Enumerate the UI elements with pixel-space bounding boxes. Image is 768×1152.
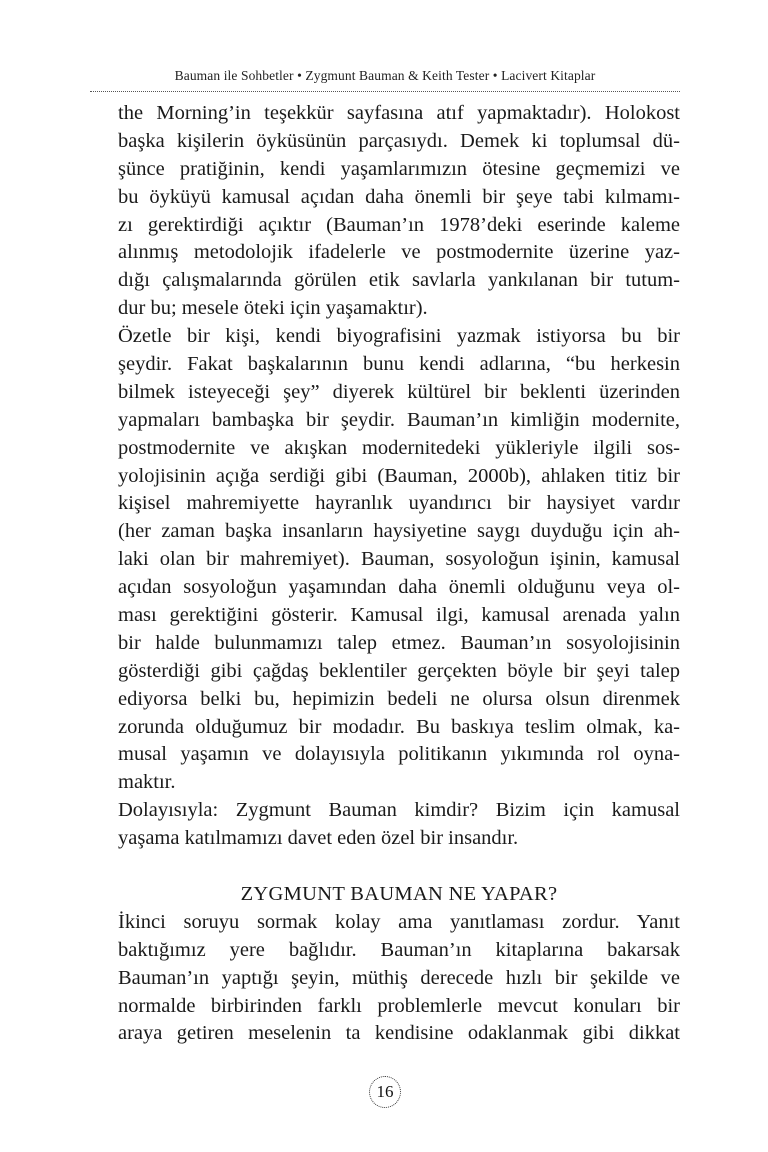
text-line: bilmek isteyeceği şey” diyerek kültürel bir beklenti üzerinden: [118, 380, 680, 403]
text-line: ması gerektiğini gösterir. Kamusal ilgi, kamusal arenada yalın: [118, 604, 680, 627]
text-line: yapmaları bambaşka bir şeydir. Bauman’ın kimliğin modernite,: [118, 408, 680, 431]
section-heading: ZYGMUNT BAUMAN NE YAPAR?: [240, 882, 558, 905]
text-line: dur bu; mesele öteki için yaşamaktır).: [118, 297, 428, 320]
body-text: [118, 100, 680, 1048]
text-line: yolojisinin açığa serdiği gibi (Bauman, 2000b), ahlaken titiz bir: [118, 464, 680, 487]
text-line: laki olan bir mahremiyet). Bauman, sosyoloğun işinin, kamusal: [118, 548, 680, 571]
text-line: normalde birbirinden farklı problemlerle mevcut konuları bir: [118, 994, 680, 1017]
text-line: bu öyküyü kamusal açıdan daha önemli bir şeye tabi kılmamı-: [118, 185, 680, 208]
paragraph-first-line: İkinci soruyu sormak kolay ama yanıtlaması zordur. Yanıt: [118, 910, 680, 933]
text-line: gösterdiği gibi çağdaş beklentiler gerçekten böyle bir şeyi talep: [118, 659, 680, 682]
running-head: Bauman ile Sohbetler • Zygmunt Bauman & Keith Tester • Lacivert Kitaplar: [174, 68, 596, 83]
section-gap: [118, 853, 680, 881]
text-line: zorunda olduğumuz bir modadır. Bu baskıya teslim olmak, ka-: [118, 715, 680, 738]
text-line: ediyorsa belki bu, hepimizin bedeli ne olursa olsun direnmek: [118, 687, 680, 710]
paragraph-first-line: Dolayısıyla: Zygmunt Bauman kimdir? Bizim için kamusal: [118, 799, 680, 822]
text-line: musal yaşamın ve dolayısıyla politikanın yıkımında rol oyna-: [118, 743, 680, 766]
text-line: Bauman’ın yaptığı şeyin, müthiş derecede hızlı bir şekilde ve: [118, 966, 680, 989]
text-line: postmodernite ve akışkan modernitedeki yükleriyle ilgili sos-: [118, 436, 680, 459]
text-line: araya getiren meselenin ta kendisine odaklanmak gibi dikkat: [118, 1022, 680, 1045]
header-divider: [90, 91, 680, 92]
text-line: şünce pratiğinin, kendi yaşamlarımızın ötesine geçmemizi ve: [118, 157, 680, 180]
text-line: (her zaman başka insanların haysiyetine saygı duyduğu için ah-: [118, 520, 680, 543]
text-line: açıdan sosyoloğun yaşamından daha önemli olduğunu veya ol-: [118, 576, 680, 599]
text-line: şeydir. Fakat başkalarının bunu kendi adlarına, “bu herkesin: [118, 353, 680, 376]
text-line: baktığımız yere bağlıdır. Bauman’ın kitaplarına bakarsak: [118, 938, 680, 961]
text-line: kişisel mahremiyette hayranlık uyandırıcı bir haysiyet vardır: [118, 492, 680, 515]
text-line: dığı çalışmalarında görülen etik savlarla yankılanan bir tutum-: [118, 269, 680, 292]
text-line: başka kişilerin öyküsünün parçasıydı. Demek ki toplumsal dü-: [118, 129, 680, 152]
text-line: alınmış metodolojik ifadelerle ve postmodernite üzerine yaz-: [118, 241, 680, 264]
page-number: 16: [369, 1076, 401, 1108]
text-line: zı gerektirdiği açıktır (Bauman’ın 1978’deki eserinde kaleme: [118, 213, 680, 236]
text-line: yaşama katılmamızı davet eden özel bir insandır.: [118, 827, 519, 850]
paragraph-first-line: Özetle bir kişi, kendi biyografisini yazmak istiyorsa bu bir: [118, 325, 680, 348]
text-line: the Morning’in teşekkür sayfasına atıf yapmaktadır). Holokost: [118, 102, 680, 124]
text-line: bir halde bulunmamızı talep etmez. Bauman’ın sosyolojisinin: [118, 631, 680, 654]
text-line: maktır.: [118, 771, 176, 794]
